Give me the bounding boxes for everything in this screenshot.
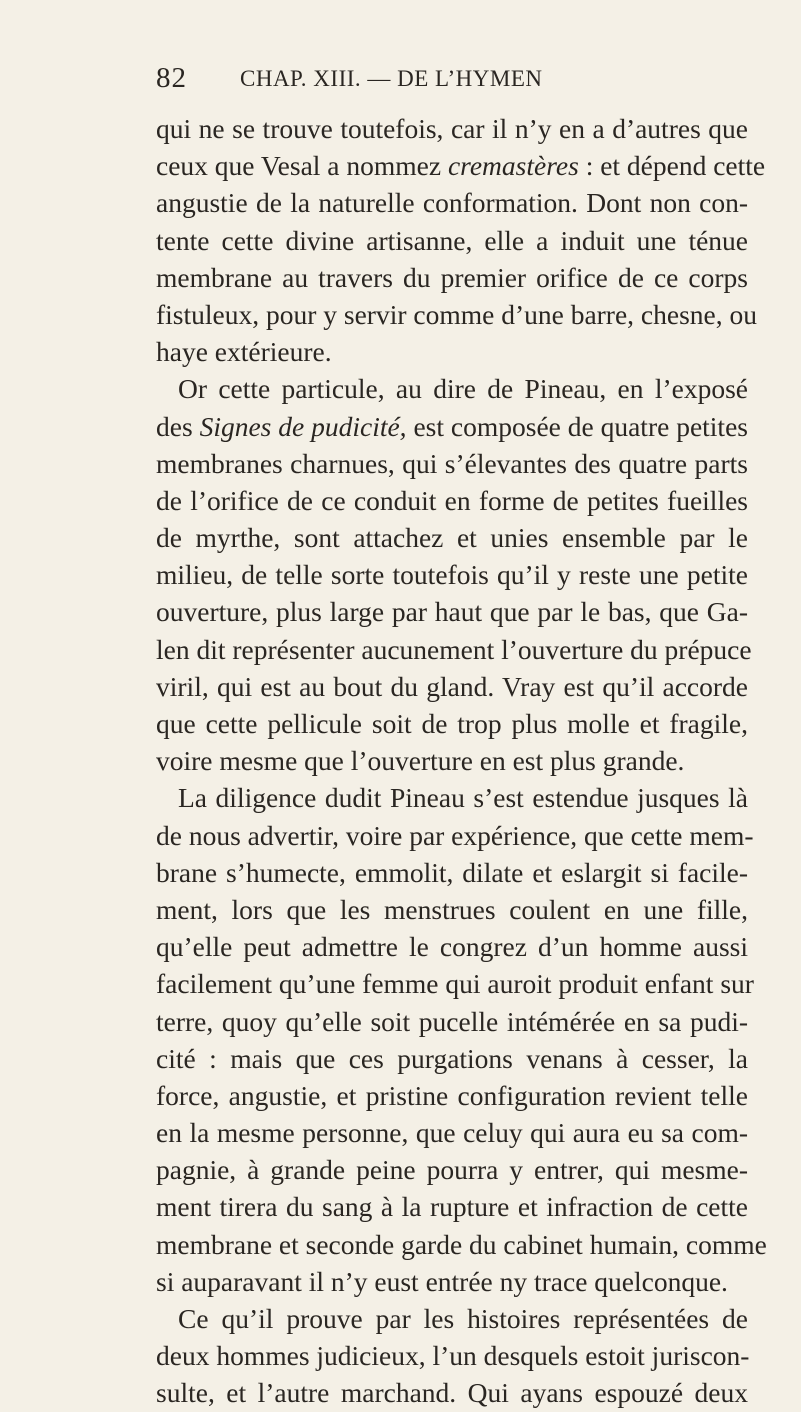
italic-title: cremastères <box>447 150 579 182</box>
text-line: ment, lors que les menstrues coulent en une fille, <box>156 893 748 925</box>
text-line: qui ne se trouve toutefois, car il n’y en a d’autres que <box>156 113 748 144</box>
text-line <box>156 147 766 184</box>
text-line: force, angustie, et pristine configuration revient telle <box>156 1079 748 1111</box>
text-line: Or cette particule, au dire de Pineau, en l’exposé <box>178 373 748 405</box>
text-line: brane s’humecte, emmolit, dilate et eslargit si facile- <box>156 856 748 888</box>
body-text <box>156 110 767 1412</box>
text-line: terre, quoy qu’elle soit pucelle intémérée en sa pudi- <box>156 1005 748 1037</box>
text-line: angustie de la naturelle conformation. Dont non con- <box>156 187 748 219</box>
text-line: qu’elle peut admettre le congrez d’un homme aussi <box>156 931 748 963</box>
text-line: deux hommes judicieux, l’un desquels estoit juriscon- <box>156 1340 750 1372</box>
text-line: voire mesme que l’ouverture en est plus grande. <box>156 745 685 777</box>
text-line: ment tirera du sang à la rupture et infraction de cette <box>156 1191 748 1223</box>
text-line: Ce qu’il prouve par les histoires représentées de <box>178 1303 748 1334</box>
italic-title: Signes de pudicité, <box>199 410 407 442</box>
text-segment: est composée de quatre petites <box>406 410 748 442</box>
text-line: membrane et seconde garde du cabinet humain, comme <box>156 1228 767 1260</box>
text-segment: ceux que Vesal a nommez <box>156 150 448 182</box>
page-header <box>0 62 801 102</box>
text-line: que cette pellicule soit de trop plus molle et fragile, <box>156 708 748 739</box>
text-line: en la mesme personne, que celuy qui aura eu sa com- <box>156 1117 748 1149</box>
text-line: tente cette divine artisanne, elle a induit une ténue <box>156 224 748 256</box>
text-line: sulte, et l’autre marchand. Qui ayans espouzé deux <box>156 1377 748 1409</box>
text-line: de nous advertir, voire par expérience, que cette mem- <box>156 819 754 851</box>
running-head: CHAP. XIII. — DE L’HYMEN <box>240 66 543 91</box>
text-line: milieu, de telle sorte toutefois qu’il y reste une petite <box>156 559 748 591</box>
text-segment: des <box>156 410 200 442</box>
text-line: membrane au travers du premier orifice de ce corps <box>156 261 748 293</box>
text-line: ouverture, plus large par haut que par le bas, que Ga- <box>156 596 748 628</box>
text-line: facilement qu’une femme qui auroit produit enfant sur <box>156 968 754 1000</box>
text-line: de myrthe, sont attachez et unies ensemble par le <box>156 522 748 554</box>
text-line: haye extérieure. <box>156 336 332 368</box>
text-line: pagnie, à grande peine pourra y entrer, qui mesme- <box>156 1154 748 1186</box>
text-line: fistuleux, pour y servir comme d’une barre, chesne, ou <box>156 298 757 330</box>
text-segment: : et dépend cette <box>578 150 766 182</box>
page-number: 82 <box>156 62 187 94</box>
text-line: len dit représenter aucunement l’ouverture du prépuce <box>156 633 752 665</box>
text-line: cité : mais que ces purgations venans à cesser, la <box>156 1042 748 1074</box>
text-line: de l’orifice de ce conduit en forme de petites fueilles <box>156 484 748 516</box>
text-line: La diligence dudit Pineau s’est estendue jusques là <box>178 782 748 814</box>
text-line: viril, qui est au bout du gland. Vray est qu’il accorde <box>156 670 748 702</box>
text-line <box>156 408 748 445</box>
text-line: membranes charnues, qui s’élevantes des quatre parts <box>156 447 748 479</box>
text-line: si auparavant il n’y eust entrée ny trace quelconque. <box>156 1265 728 1297</box>
